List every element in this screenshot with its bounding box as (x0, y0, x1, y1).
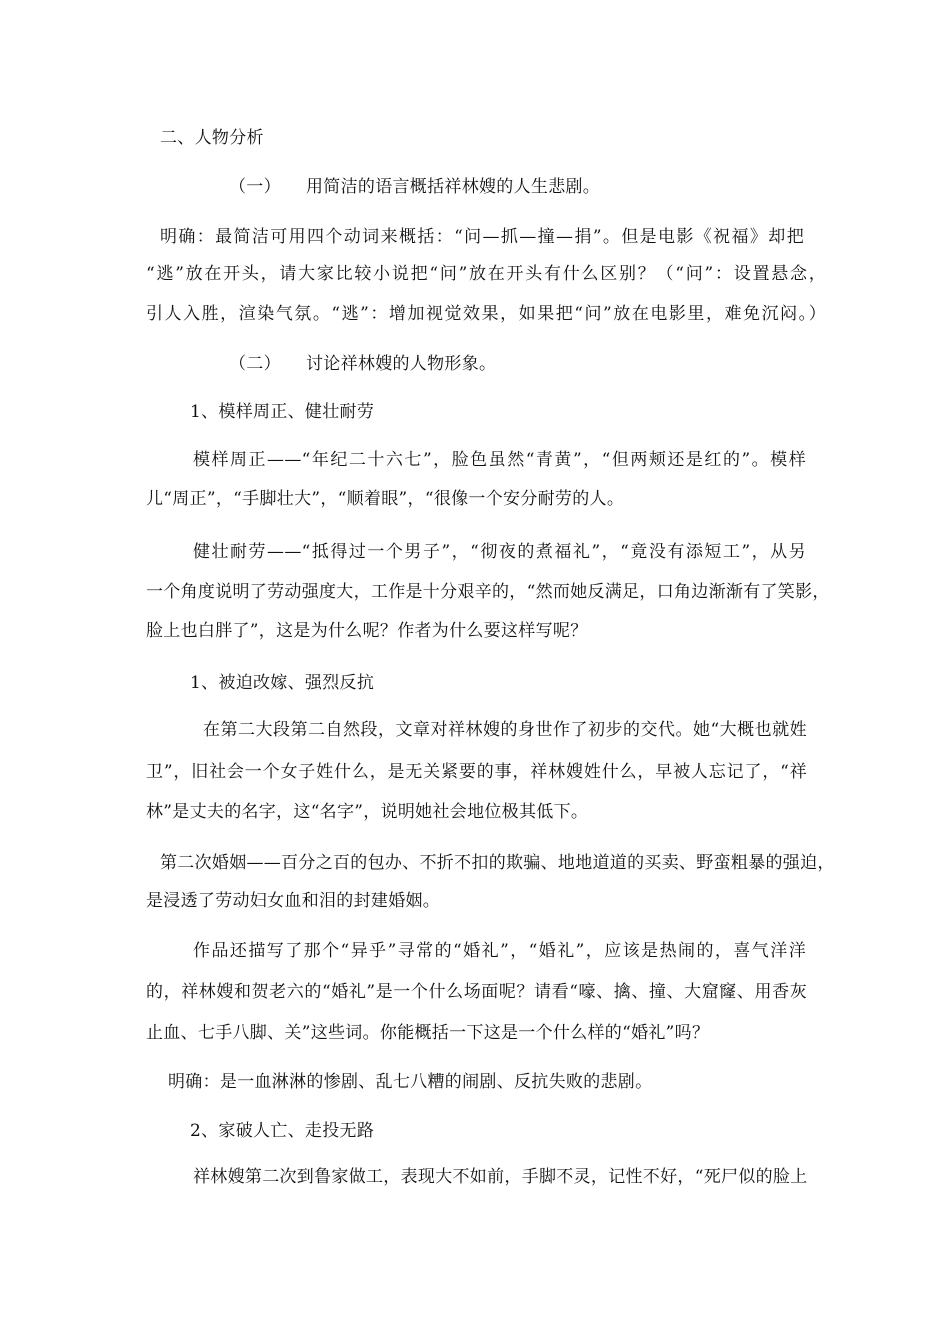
subsection-1-title: 用简洁的语言概括祥林嫂的人生悲剧。 (306, 177, 601, 197)
subsection-2-marker: （二） (229, 354, 281, 374)
subsection-2-title: 讨论祥林嫂的人物形象。 (306, 354, 497, 374)
wedding-line-1: 作品还描写了那个“异乎”寻常的“婚礼”，“婚礼”，应该是热闹的，喜气洋洋 (193, 941, 806, 961)
strong-line-2: 一个角度说明了劳动强度大，工作是十分艰辛的，“然而她反满足，口角边渐渐有了笑影， (146, 582, 830, 602)
identity-line-2: 卫”，旧社会一个女子姓什么，是无关紧要的事，祥林嫂姓什么，早被人忘记了，“祥 (146, 762, 807, 782)
section-heading: 二、人物分析 (160, 128, 264, 148)
subsection-1-marker: （一） (229, 177, 281, 197)
point-1b-heading: 1、被迫改嫁、强烈反抗 (190, 673, 375, 693)
strong-line-1: 健壮耐劳——“抵得过一个男子”，“彻夜的煮福礼”，“竟没有添短工”，从另 (193, 542, 806, 562)
appearance-line-2: 儿“周正”，“手脚壮大”，“顺着眼”，“很像一个安分耐劳的人。 (146, 489, 625, 509)
clarify-1-line-2: “逃”放在开头，请大家比较小说把“问”放在开头有什么区别？（“问”：设置悬念， (146, 264, 826, 284)
point-1-heading: 1、模样周正、健壮耐劳 (190, 402, 375, 422)
appearance-line-1: 模样周正——“年纪二十六七”，脸色虽然“青黄”，“但两颊还是红的”。模样 (193, 450, 806, 470)
identity-line-3: 林”是丈夫的名字，这“名字”，说明她社会地位极其低下。 (146, 802, 589, 822)
identity-line-1: 在第二大段第二自然段，文章对祥林嫂的身世作了初步的交代。她“大概也就姓 (203, 720, 807, 740)
strong-line-3: 脸上也白胖了”，这是为什么呢？作者为什么要这样写呢？ (146, 621, 588, 641)
clarify-2: 明确：是一血淋淋的惨剧、乱七八糟的闹剧、反抗失败的悲剧。 (168, 1072, 653, 1092)
clarify-1-line-1: 明确：最简洁可用四个动词来概括：“问—抓—撞—捐”。但是电影《祝福》却把 (160, 227, 804, 247)
wedding-line-3: 止血、七手八脚、关”这些词。你能概括一下这是一个什么样的“婚礼”吗？ (146, 1023, 710, 1043)
marriage-line-2: 是浸透了劳动妇女血和泪的封建婚姻。 (146, 891, 441, 911)
clarify-1-line-3: 引人入胜，渲染气氛。“逃”：增加视觉效果，如果把“问”放在电影里，难免沉闷。） (146, 304, 826, 324)
second-work-line-1: 祥林嫂第二次到鲁家做工，表现大不如前，手脚不灵，记性不好，“死尸似的脸上 (193, 1167, 808, 1187)
wedding-line-2: 的，祥林嫂和贺老六的“婚礼”是一个什么场面呢？请看“嚎、擒、撞、大窟窿、用香灰 (146, 982, 807, 1002)
point-2-heading: 2、家破人亡、走投无路 (190, 1121, 375, 1141)
marriage-line-1: 第二次婚姻——百分之百的包办、不折不扣的欺骗、地地道道的买卖、野蛮粗暴的强迫， (160, 853, 835, 873)
